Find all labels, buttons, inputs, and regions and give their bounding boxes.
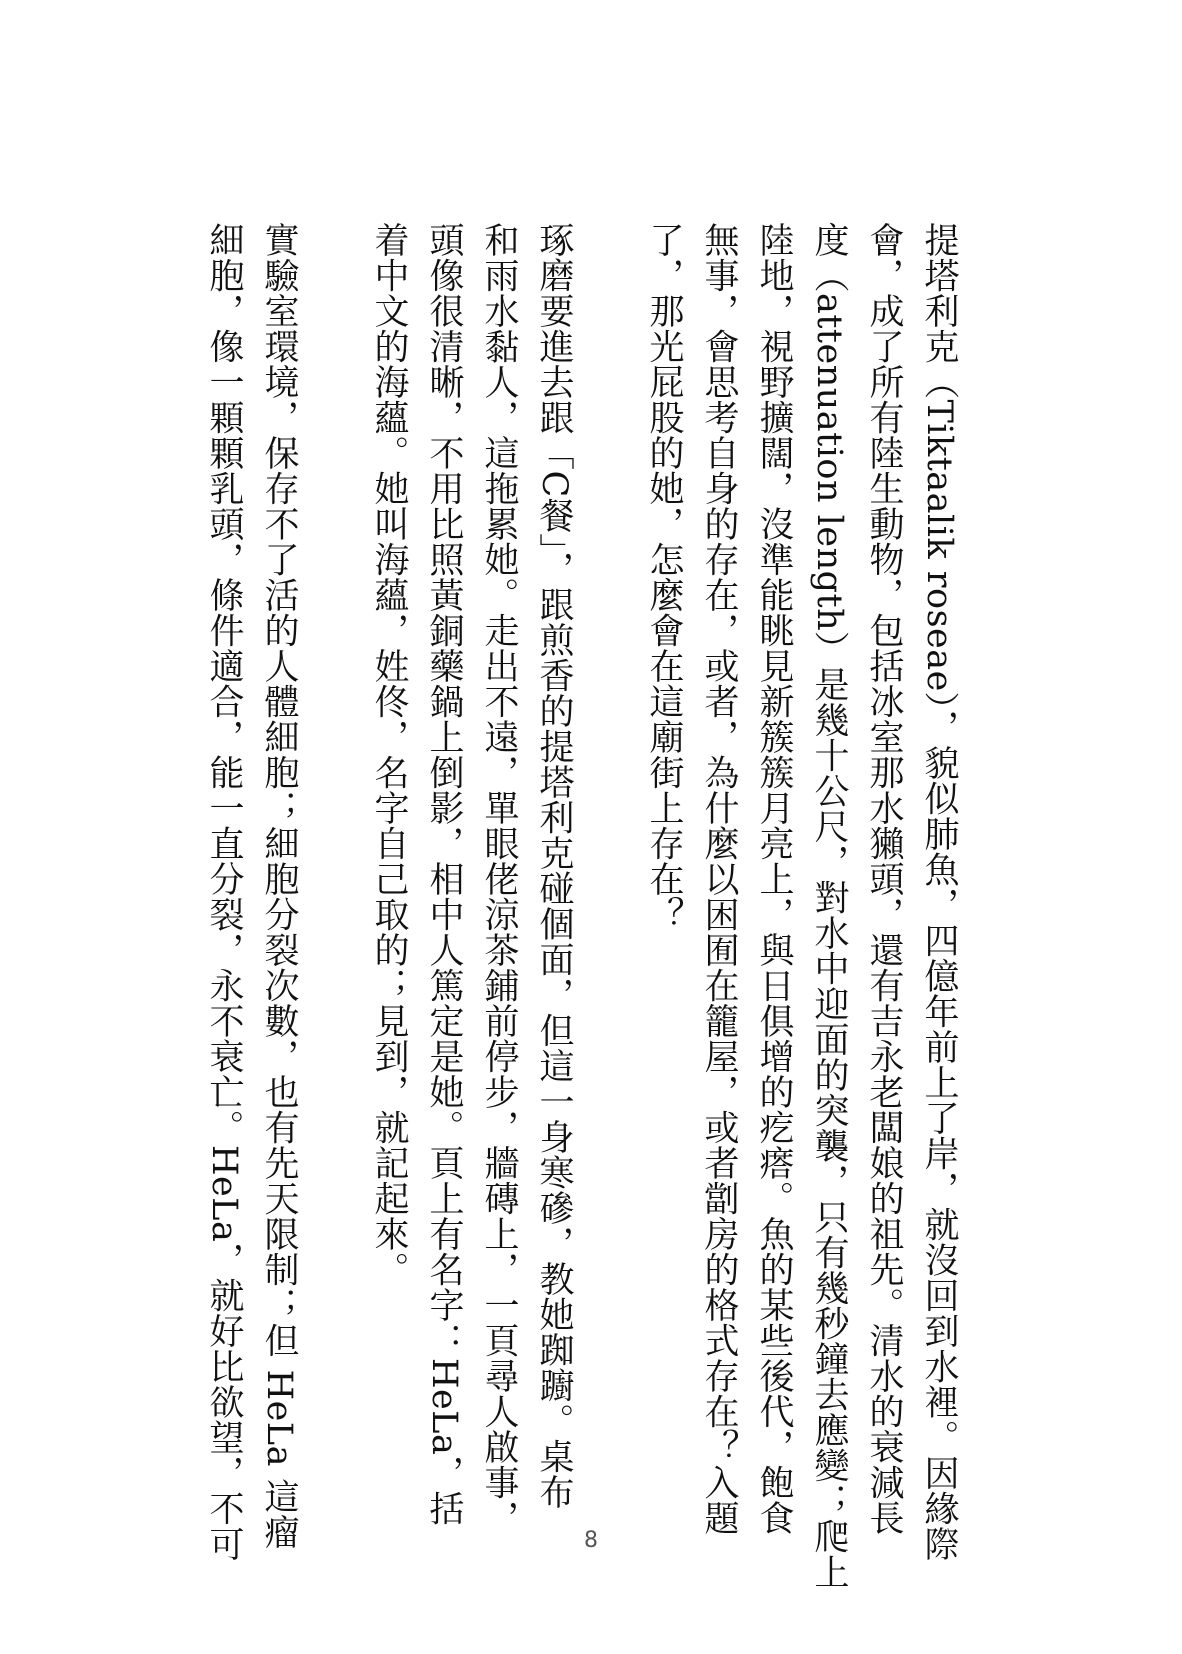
text-line: 度（attenuation length）是幾十公尺，對水中迎面的突襲，只有幾秒鐘去應變；爬上	[809, 222, 849, 1590]
paragraph-3	[196, 222, 306, 1562]
text-line: 頭像很清晰，不用比照黃銅藥鍋上倒影，相中人篤定是她。頁上有名字：HeLa，括	[424, 222, 464, 1527]
text-line: 陸地，視野擴闊，沒準能眺見新簇簇月亮上，與日俱增的疙瘩。魚的某些後代，飽食	[754, 222, 794, 1536]
text-line: 細胞，像一顆顆乳頭，條件適合，能一直分裂，永不衰亡。HeLa，就好比欲望，不可	[204, 222, 244, 1562]
page-number: 8	[584, 1528, 598, 1553]
text-line: 提塔利克（Tiktaalik roseae），貌似肺魚，四億年前上了岸，就沒回到水裡。因緣際	[919, 222, 959, 1562]
paragraph-1	[636, 222, 966, 1590]
text-line: 着中文的海蘊。她叫海蘊，姓佟，名字自己取的；見到，就記起來。	[369, 222, 409, 1287]
paragraph-2	[361, 222, 581, 1536]
text-line: 琢磨要進去跟「C餐」，跟煎香的提塔利克碰個面，但這一身寒磣，教她踟躕。桌布	[534, 222, 574, 1510]
text-line: 了，那光屁股的她，怎麼會在這廟街上存在？	[644, 222, 684, 932]
text-line: 無事，會思考自身的存在，或者，為什麼以困囿在籠屋，或者劏房的格式存在？入題	[699, 222, 739, 1536]
body-text	[196, 222, 966, 1590]
text-line: 會，成了所有陸生動物，包括冰室那水獺頭，還有吉永老闆娘的祖先。清水的衰減長	[864, 222, 904, 1536]
text-line: 實驗室環境，保存不了活的人體細胞；細胞分裂次數，也有先天限制；但 HeLa 這瘤	[259, 222, 299, 1550]
text-line: 和雨水黏人，這拖累她。走出不遠，單眼佬涼茶鋪前停步，牆磚上，一頁尋人啟事，	[479, 222, 519, 1536]
